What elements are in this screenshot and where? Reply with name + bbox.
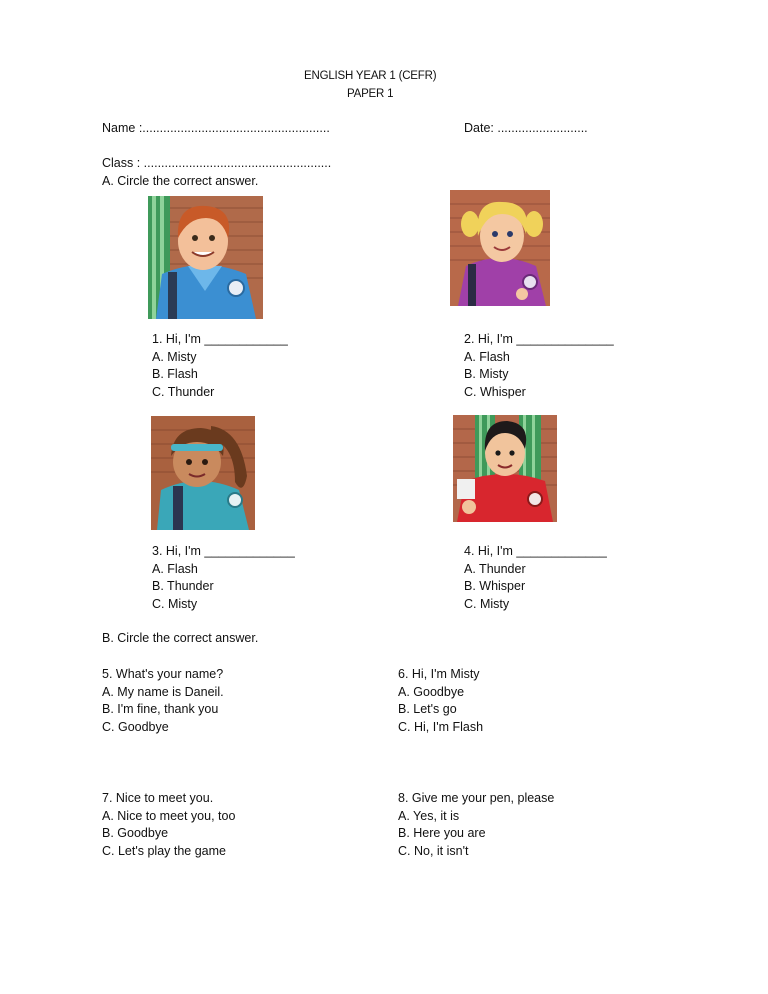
question-6-option-c: C. Hi, I'm Flash	[398, 719, 484, 734]
question-4	[464, 543, 607, 613]
question-8-option-a: A. Yes, it is	[398, 808, 460, 823]
worksheet-title: ENGLISH YEAR 1 (CEFR)	[304, 70, 437, 82]
question-3-option-c: C. Misty	[152, 596, 198, 611]
question-7-option-a: A. Nice to meet you, too	[102, 808, 236, 823]
question-7-option-c: C. Let's play the game	[102, 843, 226, 858]
question-2-option-b: B. Misty	[464, 367, 509, 381]
question-6	[398, 666, 483, 736]
question-2	[464, 331, 614, 401]
question-3-prompt: 3. Hi, I'm _____________	[152, 544, 295, 558]
question-2-option-a: A. Flash	[464, 349, 510, 364]
question-5	[102, 666, 224, 736]
section-b-instruction: B. Circle the correct answer.	[102, 631, 259, 645]
question-3	[152, 543, 295, 613]
question-6-option-a: A. Goodbye	[398, 684, 465, 699]
question-4-option-a: A. Thunder	[464, 561, 526, 576]
question-7	[102, 790, 235, 860]
question-4-option-b: B. Whisper	[464, 579, 526, 593]
question-6-option-b: B. Let's go	[398, 702, 457, 716]
question-1-option-c: C. Thunder	[152, 384, 215, 399]
question-1-prompt: 1. Hi, I'm ____________	[152, 332, 288, 346]
question-8-option-b: B. Here you are	[398, 826, 486, 840]
question-1	[152, 331, 288, 401]
question-5-option-a: A. My name is Daneil.	[102, 684, 224, 699]
class-field: Class : ......................................................	[102, 156, 332, 170]
character-picture-1	[148, 196, 263, 319]
character-picture-3	[151, 416, 255, 530]
character-picture-4	[453, 415, 557, 522]
question-3-option-b: B. Thunder	[152, 579, 214, 593]
question-2-option-c: C. Whisper	[464, 384, 526, 399]
question-2-prompt: 2. Hi, I'm ______________	[464, 332, 614, 346]
question-4-prompt: 4. Hi, I'm _____________	[464, 544, 607, 558]
question-7-prompt: 7. Nice to meet you.	[102, 791, 214, 805]
name-field: Name :......................................................	[102, 121, 330, 135]
question-5-prompt: 5. What's your name?	[102, 667, 224, 681]
question-6-prompt: 6. Hi, I'm Misty	[398, 667, 480, 681]
question-8	[398, 790, 554, 860]
question-8-option-c: C. No, it isn't	[398, 843, 469, 858]
question-7-option-b: B. Goodbye	[102, 826, 169, 840]
question-1-option-b: B. Flash	[152, 367, 198, 381]
paper-label: PAPER 1	[347, 88, 394, 100]
question-1-option-a: A. Misty	[152, 349, 197, 364]
character-picture-2	[450, 190, 550, 306]
question-4-option-c: C. Misty	[464, 596, 510, 611]
question-5-option-b: B. I'm fine, thank you	[102, 702, 219, 716]
question-8-prompt: 8. Give me your pen, please	[398, 791, 555, 805]
question-5-option-c: C. Goodbye	[102, 719, 169, 734]
section-a-instruction: A. Circle the correct answer.	[102, 174, 259, 188]
question-3-option-a: A. Flash	[152, 561, 198, 576]
date-field: Date: ..........................	[464, 121, 588, 135]
